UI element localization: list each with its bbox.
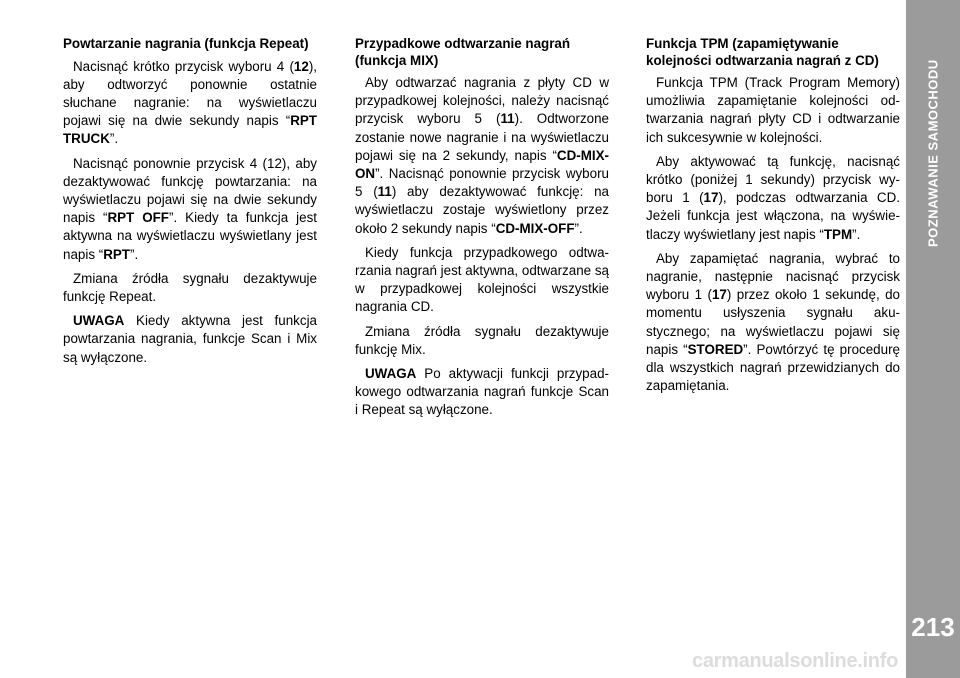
paragraph <box>355 365 609 420</box>
paragraph <box>646 250 900 396</box>
text-run: Funkcja TPM (Track Program Memory) umożliwia zapamiętanie kolejności odtwarzania nagrań płyty CD i odtwarzanie ich sukcesywnie w kolejności. <box>646 75 900 145</box>
heading-repeat: Powtarzanie nagrania (funkcja Repeat) <box>63 36 309 51</box>
paragraph <box>63 312 317 367</box>
watermark: carmanualsonline.info <box>692 650 898 672</box>
body-tpm <box>646 74 900 395</box>
paragraph <box>63 58 317 149</box>
paragraph <box>355 323 609 359</box>
text-run: ) aby dezaktywować funkcję: na wyświetlaczu zostaje wyświetlony przez około 2 sekundy napis “ <box>355 184 609 236</box>
text-run: Aby odtwarzać nagrania z płyty CD w przypadkowej kolejności, należy nacisnąć przycisk wyboru 5 ( <box>355 75 609 127</box>
text-run: Kiedy aktywna jest funkcja powtarzania nagrania, funkcje Scan i Mix są wyłączone. <box>63 313 317 365</box>
bold-text: UWAGA <box>365 366 417 382</box>
body-mix <box>355 74 609 420</box>
bold-text: RPT OFF <box>107 210 169 226</box>
bold-text: 11 <box>377 184 392 200</box>
text-run: ) przez około 1 sekundę, do momentu usłyszenia sygnału akustycznego; na wyświetlaczu pojawi się napis “ <box>646 287 900 357</box>
bold-text: RPT <box>103 246 130 262</box>
text-run: ). Odtworzone zostanie nowe nagranie i na wyświetlaczu pojawi się na 2 sekundy, napis “ <box>355 111 609 163</box>
bold-text: 17 <box>703 190 719 206</box>
text-run: ”. <box>852 226 861 242</box>
text-run: Kiedy funkcja przypadkowego odtwarzania nagrań jest aktywna, odtwarzane są w przypadkowej kolejności wszystkie nagrania CD. <box>355 244 609 315</box>
text-run: ”. <box>574 220 583 236</box>
text-run: ”. <box>109 131 119 147</box>
text-run: ), podczas odtwarzania CD. Jeżeli funkcja jest włączona, na wyświetlaczy wyświetlany jest napis “ <box>646 190 900 242</box>
paragraph <box>355 74 609 238</box>
column-tpm <box>646 36 900 401</box>
paragraph <box>63 270 317 306</box>
heading-tpm: Funkcja TPM (zapamiętywanie kolejności odtwarzania nagrań z CD) <box>646 36 879 68</box>
bold-text: STORED <box>687 341 744 357</box>
bold-text: RPT TRUCK <box>63 113 317 147</box>
bold-text: TPM <box>823 226 853 242</box>
paragraph <box>355 244 609 317</box>
text-run: Zmiana źródła sygnału dezaktywuje funkcję Mix. <box>355 323 609 357</box>
text-run: Nacisnąć krótko przycisk wyboru 4 ( <box>73 58 294 74</box>
section-title: POZNAWANIE SAMOCHODU <box>925 59 941 247</box>
paragraph <box>63 155 317 264</box>
bold-text: 11 <box>500 111 515 127</box>
paragraph <box>646 153 900 244</box>
text-run: ”. Kiedy ta funkcja jest aktywna na wyświetlaczu wyświetlany jest napis “ <box>63 210 317 262</box>
text-run: ”. <box>130 246 139 262</box>
text-run: Po aktywacji funkcji przypadkowego odtwarzania nagrań funkcje Scan i Repeat są wyłączone. <box>355 366 609 418</box>
paragraph <box>646 74 900 147</box>
bold-text: 17 <box>711 287 727 303</box>
text-run: ), aby odtworzyć ponownie ostatnie słuchane nagranie: na wyświetlaczu pojawi się na dwie sekundy napis “ <box>63 58 317 129</box>
heading-mix: Przypadkowe odtwarzanie nagrań (funkcja MIX) <box>355 36 571 68</box>
bold-text: CD-MIX-OFF <box>495 220 575 236</box>
text-run: Aby aktywować tą funkcję, nacisnąć krótko (poniżej 1 sekundy) przycisk wyboru 1 ( <box>646 153 900 206</box>
bold-text: CD-MIX-ON <box>355 147 609 182</box>
bold-text: UWAGA <box>73 313 125 329</box>
body-repeat <box>63 58 317 367</box>
text-run: ”. Nacisnąć ponownie przycisk wyboru 5 ( <box>355 166 609 200</box>
text-run: Nacisnąć ponownie przycisk 4 (12), aby dezaktywować funkcję powtarzania: na wyświetlaczu pojawi się na dwie sekundy napis “ <box>63 155 317 226</box>
page-number: 213 <box>911 612 955 642</box>
text-run: ”. Powtórzyć tę procedurę dla wszystkich nagrań przewidzianych do zapamiętania. <box>646 341 900 394</box>
column-mix <box>355 36 609 426</box>
text-run: Zmiana źródła sygnału dezaktywuje funkcję Repeat. <box>63 270 317 304</box>
bold-text: 12 <box>293 58 309 74</box>
column-repeat <box>63 36 317 373</box>
text-run: Aby zapamiętać nagrania, wybrać to nagranie, następnie nacisnąć przycisk wyboru 1 ( <box>646 250 900 303</box>
